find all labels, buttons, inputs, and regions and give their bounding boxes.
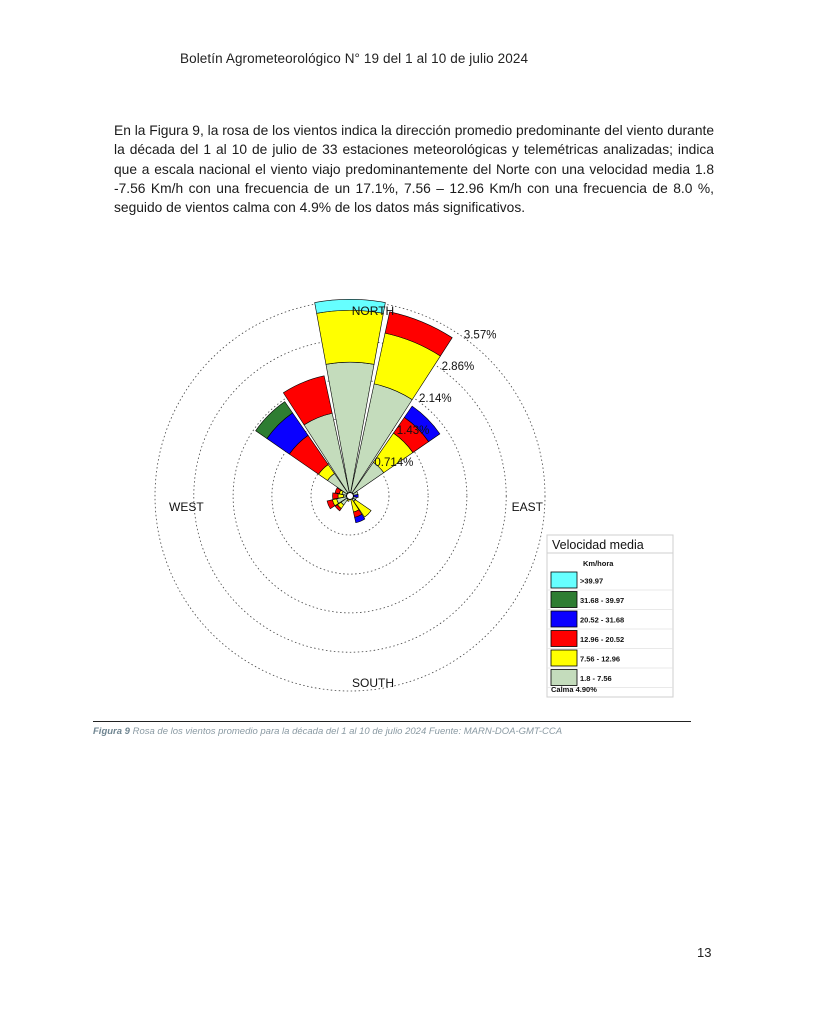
- rose-center: [347, 493, 354, 500]
- ring-label-1: 0.714%: [374, 457, 414, 470]
- legend-label-1: >39.97: [580, 576, 604, 586]
- wind-rose-chart: [145, 290, 685, 700]
- page-number: 13: [697, 945, 712, 960]
- legend-label-3: 20.52 - 31.68: [580, 615, 625, 625]
- compass-south: SOUTH: [352, 676, 394, 690]
- ring-label-3: 2.14%: [419, 393, 452, 406]
- legend-title: Velocidad media: [552, 538, 644, 552]
- ring-label-5: 3.57%: [463, 329, 497, 342]
- legend-label-4: 12.96 - 20.52: [580, 635, 625, 644]
- legend-label-6: 1.8 - 7.56: [580, 674, 612, 683]
- figure-caption-text: Rosa de los vientos promedio para la década del 1 al 10 de julio 2024 Fuente: MARN-DOA-GMT-CCA: [129, 726, 563, 737]
- legend-calm: Calma 4.90%: [551, 685, 597, 694]
- bulletin-header: Boletín Agrometeorológico N° 19 del 1 al 10 de julio 2024: [180, 51, 529, 66]
- ring-label-2: 1.43%: [396, 425, 430, 438]
- legend-units: Km/hora: [583, 559, 614, 568]
- figure-caption: [93, 726, 562, 737]
- compass-north: NORTH: [351, 304, 395, 318]
- legend-label-5: 7.56 - 12.96: [580, 654, 621, 664]
- legend-swatch-1: [551, 572, 577, 588]
- wind-petals: [256, 299, 453, 522]
- compass-west: WEST: [169, 500, 204, 514]
- petal-W-12_96_20_52: [333, 493, 339, 499]
- legend-swatch-5: [551, 650, 577, 666]
- body-paragraph: En la Figura 9, la rosa de los vientos indica la dirección promedio predominante del viento durante la década del 1 al 10 de julio de 33 estaciones meteorológicas y telemétricas analizadas; indica que a escala nacional el viento viajo predominantemente del Norte con una velocidad media 1.8 -7.56 Km/h con una frecuencia de un 17.1%, 7.56 – 12.96 Km/h con una frecuencia de 8.0 %, seguido de vientos calma con 4.9% de los datos más significativos.: [114, 123, 714, 216]
- wind-rose-svg: [145, 290, 685, 700]
- ring-label-4: 2.86%: [441, 361, 475, 374]
- legend-swatch-6: [551, 670, 577, 686]
- legend-swatch-3: [551, 611, 577, 627]
- caption-rule: [93, 721, 691, 722]
- legend-swatch-2: [551, 592, 577, 608]
- legend-label-2: 31.68 - 39.97: [580, 596, 625, 605]
- figure-caption-label: Figura 9: [93, 726, 130, 737]
- petal-N-7_56_12_96: [317, 310, 384, 364]
- speed-legend: [547, 535, 673, 697]
- legend-swatch-4: [551, 631, 577, 647]
- compass-east: EAST: [511, 500, 543, 514]
